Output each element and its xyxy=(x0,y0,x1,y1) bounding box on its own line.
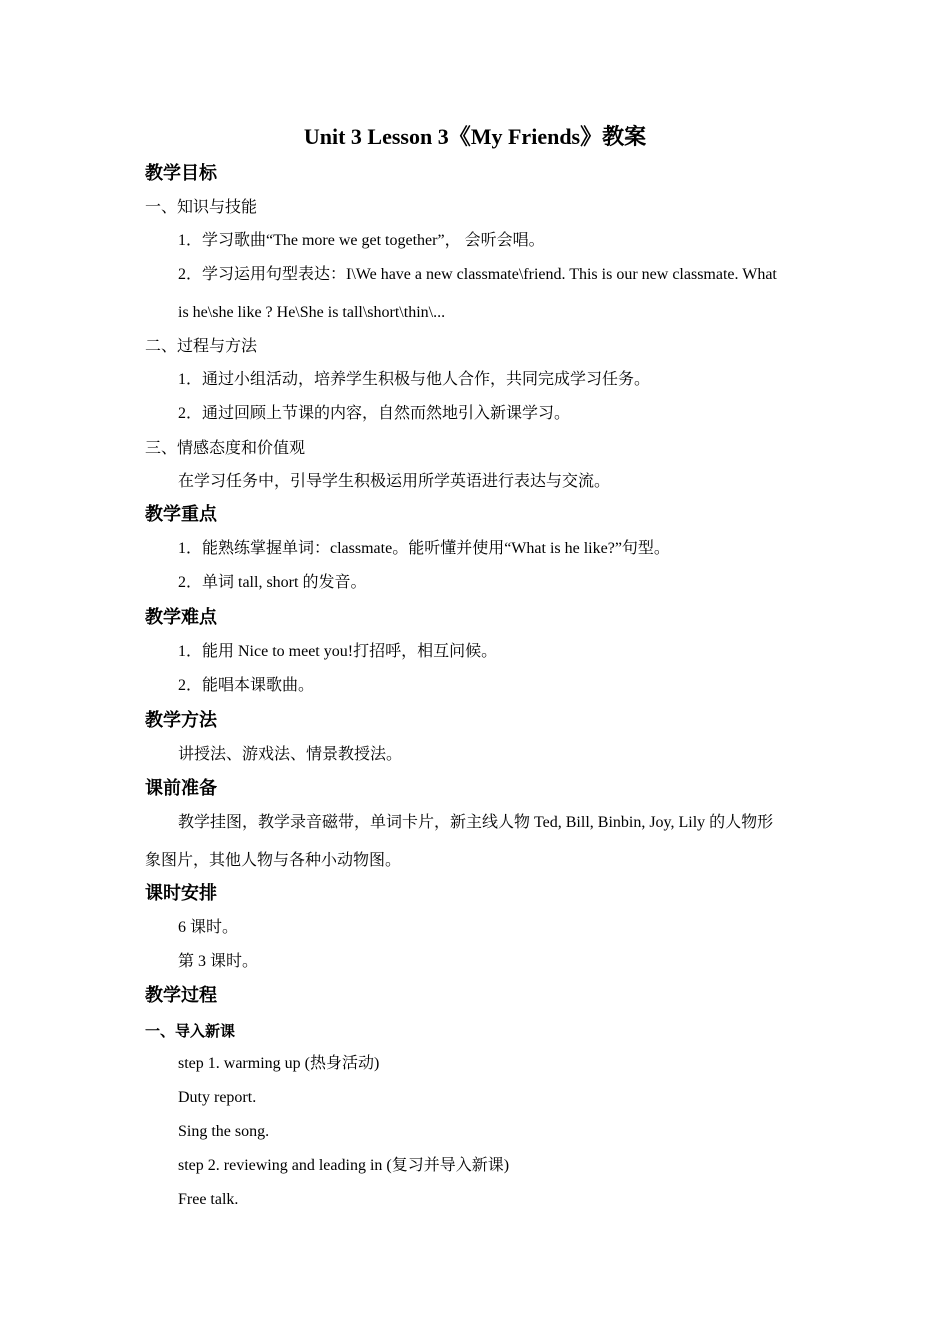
process-sing-song: Sing the song. xyxy=(178,1123,270,1140)
methods-text: 讲授法、游戏法、情景教授法。 xyxy=(178,746,403,763)
goal-item-1-1: 1．学习歌曲“The more we get together”， 会听会唱。 xyxy=(178,232,545,249)
goal-item-3-text: 在学习任务中，引导学生积极运用所学英语进行表达与交流。 xyxy=(178,473,611,490)
subheading-lead-in: 一、导入新课 xyxy=(145,1022,236,1040)
difficulty-2: 2．能唱本课歌曲。 xyxy=(178,677,315,694)
key-point-2: 2．单词 tall, short 的发音。 xyxy=(178,574,367,591)
goal-item-1-2b: is he\she like ? He\She is tall\short\thin\... xyxy=(178,304,446,321)
goal-item-1-2a: 2．学习运用句型表达：I\We have a new classmate\friend. This is our new classmate. What xyxy=(178,266,777,283)
subheading-process-methods: 二、过程与方法 xyxy=(145,338,258,355)
heading-teaching-goals: 教学目标 xyxy=(145,163,217,184)
heading-schedule: 课时安排 xyxy=(145,883,217,904)
heading-key-points: 教学重点 xyxy=(145,504,217,525)
process-duty-report: Duty report. xyxy=(178,1089,257,1106)
preparation-line-1: 教学挂图，教学录音磁带，单词卡片，新主线人物 Ted, Bill, Binbin, Joy, Lily 的人物形 xyxy=(178,814,774,831)
document-title: Unit 3 Lesson 3《My Friends》教案 xyxy=(303,124,647,149)
process-free-talk: Free talk. xyxy=(178,1191,239,1208)
key-point-1: 1．能熟练掌握单词：classmate。能听懂并使用“What is he like?”句型。 xyxy=(178,540,670,557)
heading-teaching-process: 教学过程 xyxy=(145,985,217,1006)
heading-methods: 教学方法 xyxy=(145,710,217,731)
process-step-1: step 1. warming up (热身活动) xyxy=(178,1055,380,1072)
subheading-attitudes-values: 三、情感态度和价值观 xyxy=(145,440,306,457)
heading-difficulties: 教学难点 xyxy=(145,607,217,628)
subheading-knowledge-skills: 一、知识与技能 xyxy=(145,199,258,216)
schedule-line-1: 6 课时。 xyxy=(178,919,239,936)
difficulty-1: 1．能用 Nice to meet you!打招呼，相互问候。 xyxy=(178,643,498,660)
goal-item-2-2: 2．通过回顾上节课的内容，自然而然地引入新课学习。 xyxy=(178,405,571,422)
schedule-line-2: 第 3 课时。 xyxy=(178,953,259,970)
goal-item-2-1: 1．通过小组活动，培养学生积极与他人合作，共同完成学习任务。 xyxy=(178,371,651,388)
heading-preparation: 课前准备 xyxy=(145,778,217,799)
preparation-line-2: 象图片，其他人物与各种小动物图。 xyxy=(145,852,402,869)
process-step-2: step 2. reviewing and leading in (复习并导入新课) xyxy=(178,1157,510,1174)
